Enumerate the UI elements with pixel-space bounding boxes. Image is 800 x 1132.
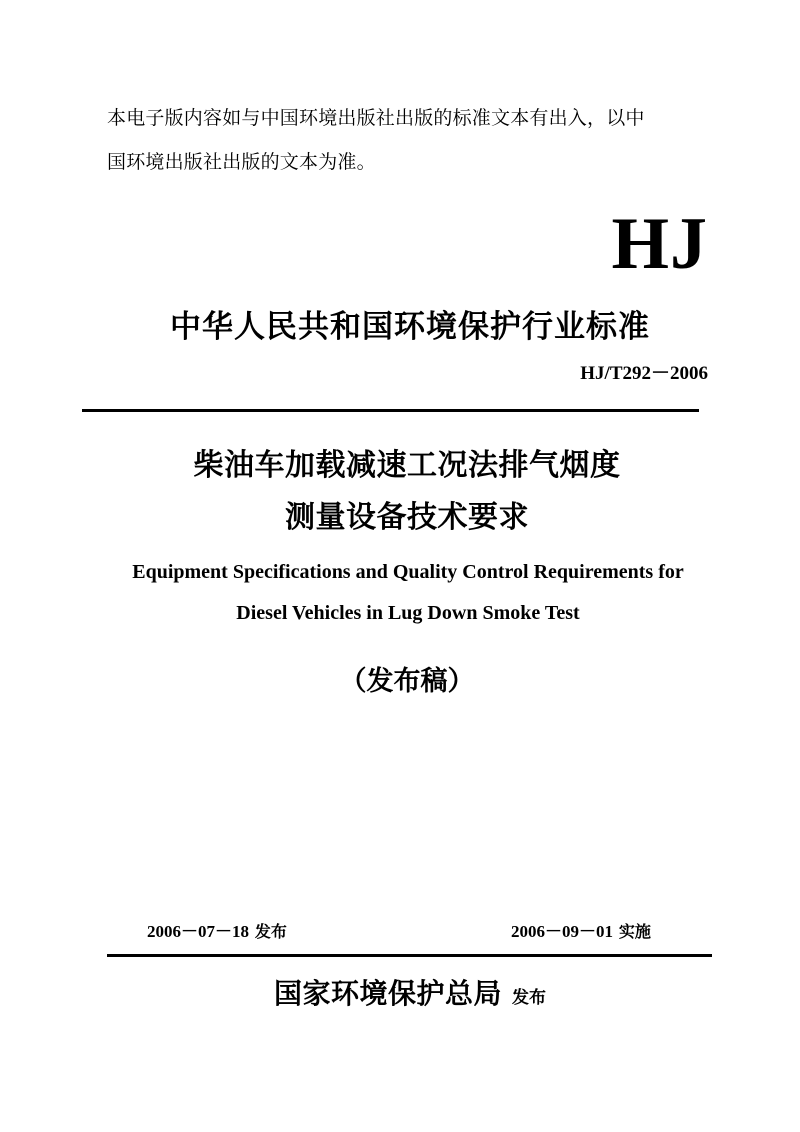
hj-mark: HJ	[611, 203, 708, 285]
issue-date-value: 2006－07－18	[147, 922, 249, 941]
implement-date-value: 2006－09－01	[511, 922, 613, 941]
title-cn-line-1: 柴油车加载减速工况法排气烟度	[193, 448, 621, 483]
title-en-line-2: Diesel Vehicles in Lug Down Smoke Test	[236, 602, 580, 624]
title-en-line-1: Equipment Specifications and Quality Control Requirements for	[132, 561, 684, 583]
disclaimer-line-2: 国环境出版社出版的文本为准。	[107, 151, 376, 173]
draft-label: （发布稿）	[339, 666, 475, 697]
issuer-label: 发布	[512, 988, 546, 1008]
issue-date	[147, 920, 287, 944]
bottom-divider	[107, 954, 712, 957]
standard-class-title: 中华人民共和国环境保护行业标准	[170, 309, 650, 345]
implement-date-label: 实施	[618, 922, 651, 941]
title-cn-line-2: 测量设备技术要求	[285, 500, 529, 535]
issue-date-label: 发布	[254, 922, 287, 941]
issuer	[0, 974, 800, 1018]
standard-number: HJ/T292－2006	[580, 363, 708, 384]
implement-date	[511, 920, 651, 944]
disclaimer-line-1: 本电子版内容如与中国环境出版社出版的标准文本有出入，以中	[107, 107, 645, 129]
top-divider	[82, 409, 699, 412]
disclaimer-notice	[107, 96, 717, 184]
issuer-organization: 国家环境保护总局	[273, 977, 502, 1010]
